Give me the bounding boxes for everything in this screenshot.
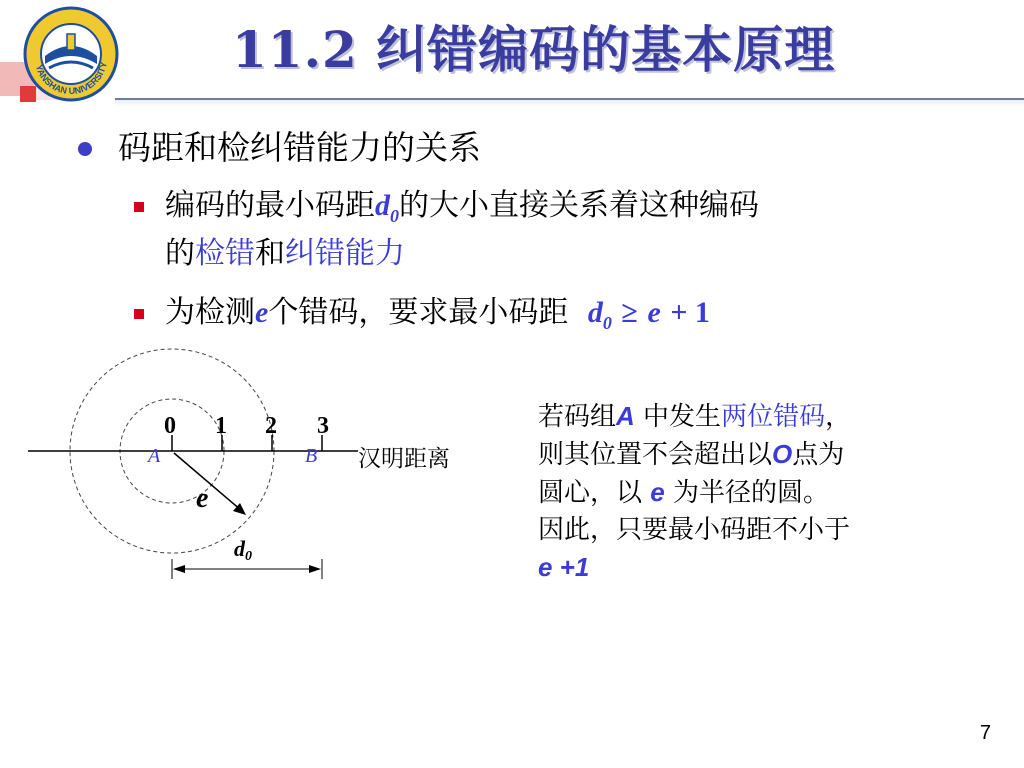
dimension-arrow-right xyxy=(309,565,321,573)
tick-label: 3 xyxy=(317,413,329,439)
bullet-square xyxy=(134,202,144,212)
point-b-label: B xyxy=(305,445,318,467)
relation-symbol: ≥ xyxy=(621,296,638,329)
header-shadow xyxy=(115,100,1024,106)
highlight-error-detection: 检错 xyxy=(195,236,255,271)
bullet-3-mid: 个错码，要求最小码距 xyxy=(268,295,569,330)
e-plus-one: e +1 xyxy=(538,552,590,582)
bullet-2-line-1 xyxy=(165,184,759,238)
tick-label: 0 xyxy=(164,413,176,439)
radius-label: e xyxy=(196,483,209,514)
explanation-paragraph xyxy=(538,398,1008,587)
bullet-3-line xyxy=(165,291,710,345)
tick-label: 1 xyxy=(215,413,227,439)
e-symbol: e xyxy=(255,296,269,329)
bullet-2-prefix: 的 xyxy=(165,236,195,271)
highlight-error-correction: 纠错能力 xyxy=(285,236,405,271)
hamming-distance-diagram xyxy=(28,345,368,585)
university-seal-icon xyxy=(23,6,119,102)
explanation-line: 则其位置不会超出以O点为 xyxy=(538,439,845,470)
highlight-two-bit-error: 两位错码 xyxy=(721,402,826,432)
page-title: 11.2 纠错编码的基本原理 xyxy=(232,20,836,79)
bullet-dot xyxy=(78,142,92,156)
page-number: 7 xyxy=(979,722,991,744)
tick-label: 2 xyxy=(265,413,277,439)
bullet-3-prefix: 为检测 xyxy=(165,295,255,330)
bullet-2-mid: 和 xyxy=(255,236,285,271)
explanation-line xyxy=(538,549,1008,587)
d0-symbol: $d_0$ xyxy=(587,296,612,333)
bullet-square xyxy=(134,309,144,319)
axis-label-hamming-distance: 汉明距离 xyxy=(358,446,450,472)
bullet-2-rest: 的大小直接关系着这种编码 xyxy=(399,188,759,223)
d0-symbol: $d_0$ xyxy=(375,189,399,226)
plus-one: + 1 xyxy=(670,296,710,329)
dimension-arrow-left xyxy=(173,565,185,573)
explanation-line: 圆心，以 e 为半径的圆。 xyxy=(538,477,829,508)
bullet-2-text: 编码的最小码距 xyxy=(165,188,375,223)
explanation-line: 因此，只要最小码距不小于 xyxy=(538,515,851,545)
e-symbol: e xyxy=(647,296,661,329)
e-symbol: e xyxy=(650,477,665,507)
point-a-label: A xyxy=(148,445,161,467)
codeword-a: A xyxy=(616,401,635,431)
explanation-line: 若码组A 中发生两位错码， xyxy=(538,401,852,432)
point-o: O xyxy=(772,439,793,469)
bullet-1-text: 码距和检纠错能力的关系 xyxy=(118,128,481,167)
logo-text: YANSHAN UNIVERSITY xyxy=(33,60,109,97)
distance-label: d0 xyxy=(234,536,252,564)
bullet-2-line-2 xyxy=(165,232,405,276)
